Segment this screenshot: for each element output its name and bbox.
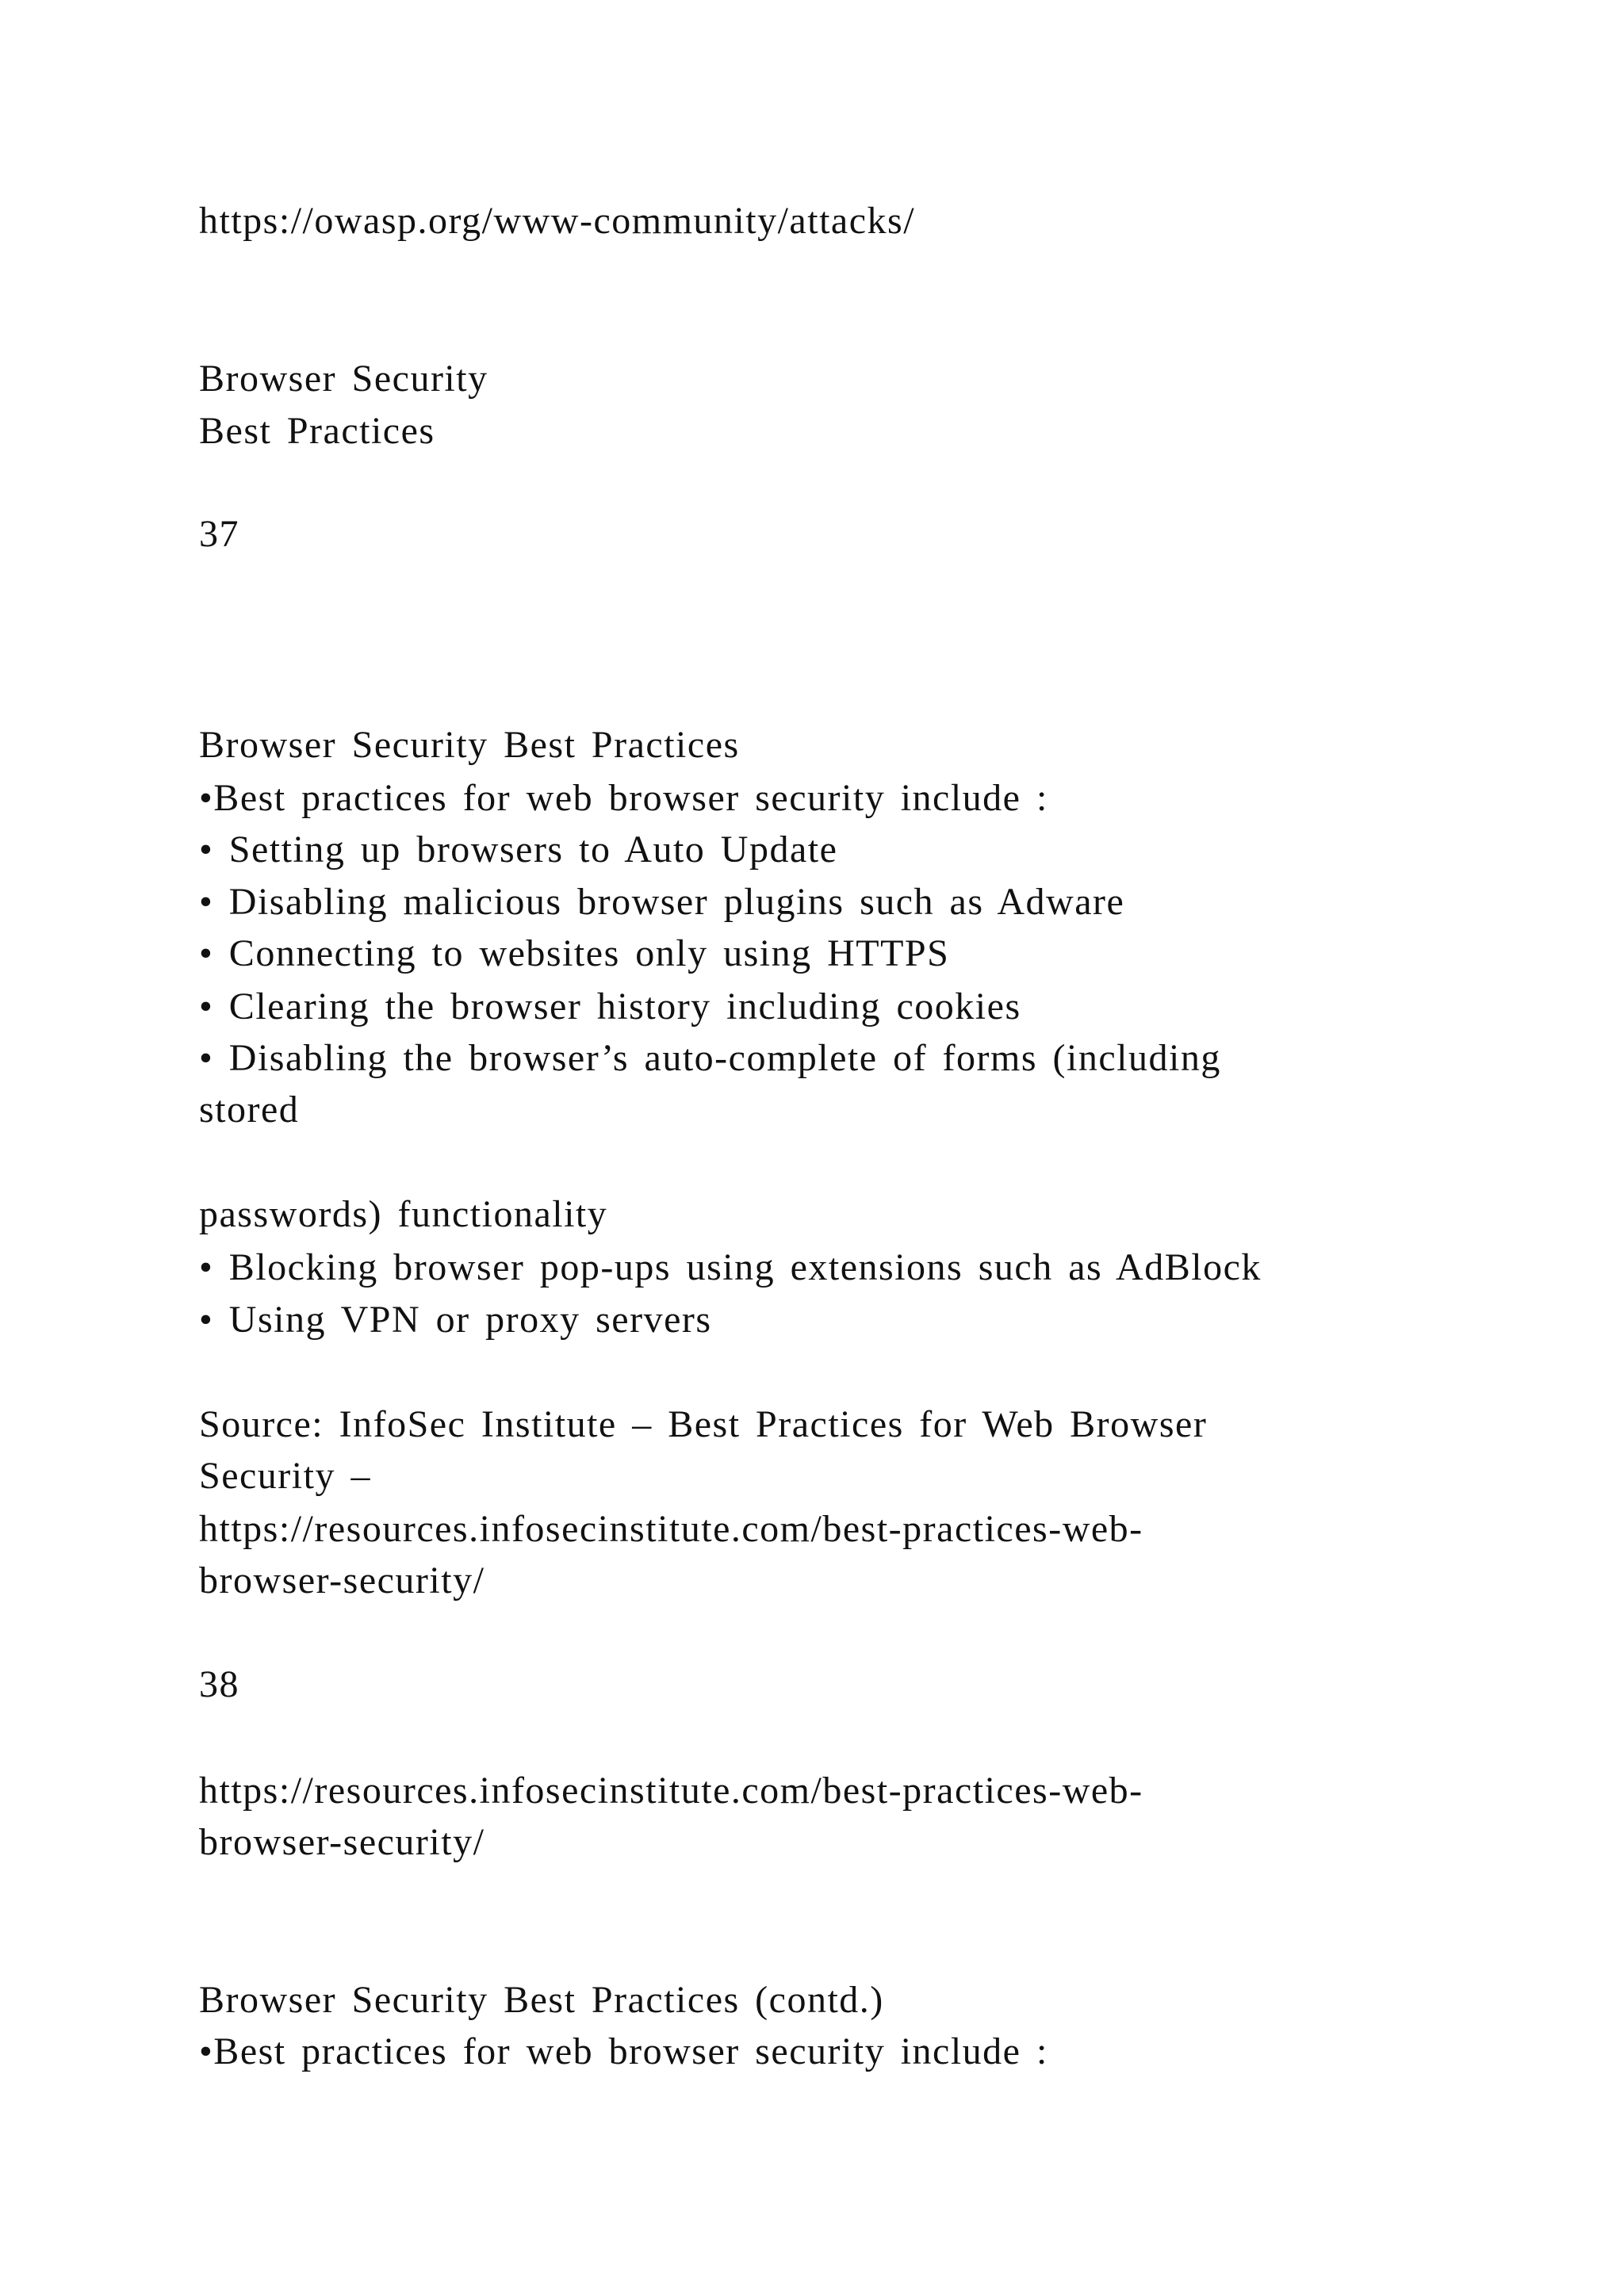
link-owasp[interactable]: https://owasp.org/www-community/attacks/ bbox=[199, 200, 916, 242]
list-item-cont: stored bbox=[199, 1089, 300, 1131]
list-item: • Disabling malicious browser plugins such as Adware bbox=[199, 881, 1125, 923]
source-link[interactable]: https://resources.infosecinstitute.com/best-practices-web- bbox=[199, 1508, 1143, 1550]
link-infosec[interactable]: browser-security/ bbox=[199, 1821, 485, 1863]
source-text: Security – bbox=[199, 1455, 371, 1497]
list-item: • Using VPN or proxy servers bbox=[199, 1299, 712, 1341]
list-item: • Connecting to websites only using HTTPS bbox=[199, 932, 950, 974]
link-infosec[interactable]: https://resources.infosecinstitute.com/best-practices-web- bbox=[199, 1770, 1143, 1812]
slide-heading: Browser Security Best Practices (contd.) bbox=[199, 1979, 884, 2021]
source-text: Source: InfoSec Institute – Best Practices for Web Browser bbox=[199, 1403, 1208, 1445]
page-number: 37 bbox=[199, 513, 239, 555]
page-number: 38 bbox=[199, 1663, 239, 1705]
section-title-2: Best Practices bbox=[199, 410, 435, 452]
list-item: • Blocking browser pop-ups using extensions such as AdBlock bbox=[199, 1246, 1262, 1288]
list-item: • Setting up browsers to Auto Update bbox=[199, 828, 838, 871]
list-item: • Clearing the browser history including cookies bbox=[199, 985, 1021, 1027]
list-item-cont: passwords) functionality bbox=[199, 1193, 608, 1235]
source-link[interactable]: browser-security/ bbox=[199, 1559, 485, 1601]
slide-heading: Browser Security Best Practices bbox=[199, 724, 740, 766]
intro-bullet: •Best practices for web browser security include : bbox=[199, 777, 1048, 819]
section-title: Browser Security bbox=[199, 358, 488, 400]
intro-bullet: •Best practices for web browser security include : bbox=[199, 2030, 1048, 2072]
list-item: • Disabling the browser’s auto-complete of forms (including bbox=[199, 1037, 1221, 1079]
